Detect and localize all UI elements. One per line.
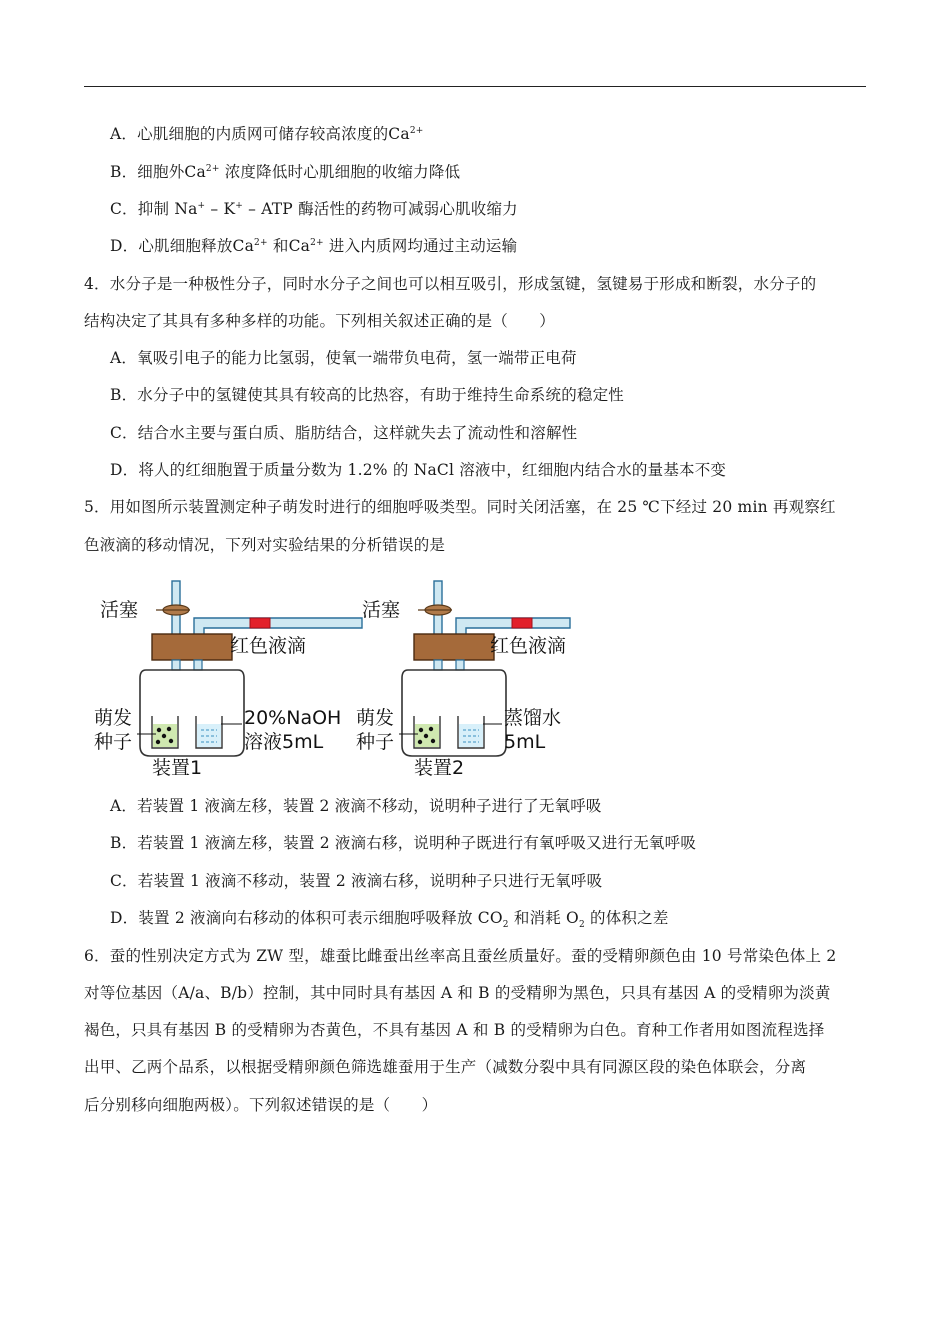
q6-line1: 6．蚕的性别决定方式为 ZW 型，雄蚕比雌蚕出丝率高且蚕丝质量好。蚕的受精卵颜色由 10 号常染色体上 2 (84, 947, 837, 965)
q6-line3: 褐色，只具有基因 B 的受精卵为杏黄色，不具有基因 A 和 B 的受精卵为白色。育种工作者用如图流程选择 (84, 1021, 825, 1039)
seed-label-1: 萌发 (356, 707, 395, 729)
solution-label-2: 溶液5mL (244, 731, 324, 753)
q5-option-b: B．若装置 1 液滴左移，装置 2 液滴右移，说明种子既进行有氧呼吸又进行无氧呼吸 (110, 834, 697, 852)
q3-option-d: D．心肌细胞释放$Ca^{2+}$ 和$Ca^{2+}$ 进入内质网均通过主动运输 (110, 237, 518, 255)
q5-option-a: A．若装置 1 液滴左移，装置 2 液滴不移动，说明种子进行了无氧呼吸 (110, 797, 602, 815)
solution-label-1: 蒸馏水 (504, 707, 562, 729)
q5-option-c: C．若装置 1 液滴不移动，装置 2 液滴右移，说明种子只进行无氧呼吸 (110, 872, 603, 890)
q5-option-d: D．装置 2 液滴向右移动的体积可表示细胞呼吸释放 $CO_2$ 和消耗 $O_2$ 的体积之差 (110, 909, 669, 931)
seed-label-2: 种子 (94, 731, 133, 753)
q3-option-a: A．心肌细胞的内质网可储存较高浓度的$Ca^{2+}$ (110, 125, 424, 143)
q6-line5: 后分别移向细胞两极）。下列叙述错误的是（ ） (84, 1096, 438, 1114)
header-rule (84, 86, 866, 87)
q5-stem-line2: 色液滴的移动情况，下列对实验结果的分析错误的是 (84, 536, 446, 554)
q4-option-b: B．水分子中的氢键使其具有较高的比热容，有助于维持生命系统的稳定性 (110, 386, 624, 404)
q4-option-c: C．结合水主要与蛋白质、脂肪结合，这样就失去了流动性和溶解性 (110, 424, 578, 442)
q4-option-d: D．将人的红细胞置于质量分数为 1.2% 的 NaCl 溶液中，红细胞内结合水的量基本不变 (110, 461, 727, 479)
q6-line2: 对等位基因（A/a、B/b）控制，其中同时具有基因 A 和 B 的受精卵为黑色，只具有基因 A 的受精卵为淡黄 (84, 984, 831, 1002)
seed-label-1: 萌发 (94, 707, 133, 729)
valve-label: 活塞 (100, 599, 139, 621)
solution-label-1: 20%NaOH (244, 707, 342, 729)
drop-label: 红色液滴 (490, 635, 567, 657)
solution-label-2: 5mL (504, 731, 546, 753)
respiration-apparatus-figure (90, 578, 590, 786)
red-droplet (512, 618, 532, 628)
device-1 (94, 581, 362, 779)
q3-option-b: B．细胞外$Ca^{2+}$ 浓度降低时心肌细胞的收缩力降低 (110, 163, 461, 181)
device-1-label: 装置1 (152, 757, 203, 779)
q6-line4: 出甲、乙两个品系，以根据受精卵颜色筛选雄蚕用于生产（减数分裂中具有同源区段的染色体联会，分离 (84, 1058, 807, 1076)
q4-stem-line2: 结构决定了其具有多种多样的功能。下列相关叙述正确的是（ ） (84, 312, 556, 330)
seed-label-2: 种子 (356, 731, 395, 753)
device-2 (356, 581, 570, 779)
red-droplet (250, 618, 270, 628)
q3-option-c: C．抑制 Na+ – K+ – ATP 酶活性的药物可减弱心肌收缩力 (110, 200, 518, 218)
drop-label: 红色液滴 (230, 635, 307, 657)
valve-label: 活塞 (362, 599, 401, 621)
q4-stem-line1: 4．水分子是一种极性分子，同时水分子之间也可以相互吸引，形成氢键，氢键易于形成和断裂，水分子的 (84, 275, 817, 293)
q4-option-a: A．氧吸引电子的能力比氢弱，使氧一端带负电荷，氢一端带正电荷 (110, 349, 577, 367)
device-2-label: 装置2 (414, 757, 465, 779)
stopper (152, 634, 232, 660)
q5-stem-line1: 5．用如图所示装置测定种子萌发时进行的细胞呼吸类型。同时关闭活塞，在 25 ℃下经过 20 min 再观察红 (84, 498, 836, 516)
